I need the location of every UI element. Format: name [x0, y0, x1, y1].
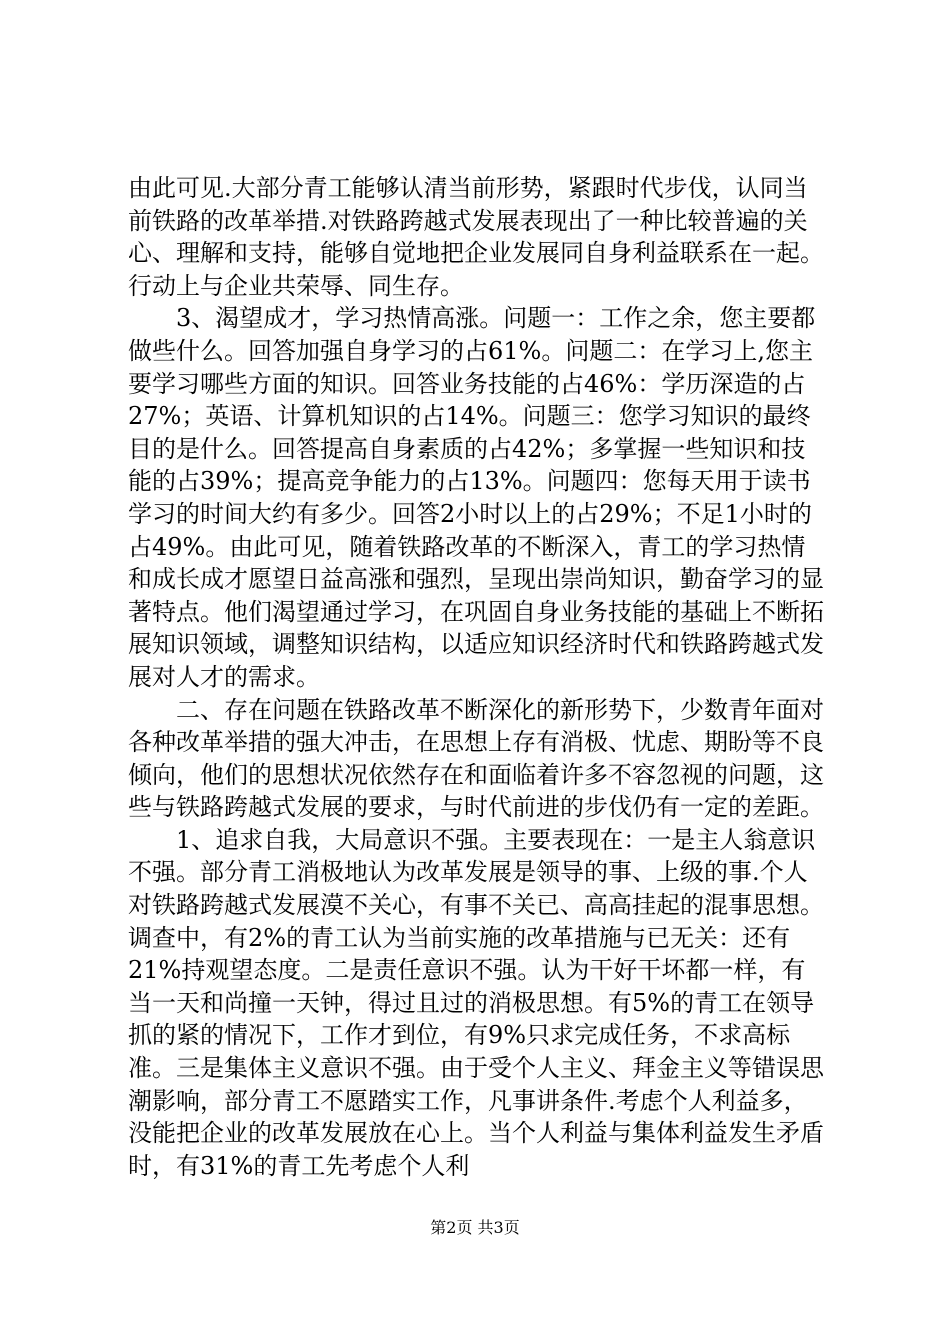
page-footer: 第2页 共3页 [430, 1218, 520, 1237]
body-text [128, 172, 828, 1182]
paragraph-3: 二、存在问题在铁路改革不断深化的新形势下，少数青年面对各种改革举措的强大冲击，在思想上存有消极、忧虑、期盼等不良倾向，他们的思想状况依然存在和面临着许多不容忽视的问题，这些与铁路跨越式发展的要求，与时代前进的步伐仍有一定的差距。 [128, 695, 824, 822]
paragraph-1: 由此可见.大部分青工能够认清当前形势，紧跟时代步伐，认同当前铁路的改革举措.对铁路跨越式发展表现出了一种比较普遍的关心、理解和支持，能够自觉地把企业发展同自身利益联系在一起。行动上与企业共荣辱、同生存。 [128, 174, 824, 300]
paragraph-4: 1、追求自我，大局意识不强。主要表现在：一是主人翁意识不强。部分青工消极地认为改革发展是领导的事、上级的事.个人对铁路跨越式发展漠不关心，有事不关已、高高挂起的混事思想。调查中，有2%的青工认为当前实施的改革措施与已无关：还有21%持观望态度。二是责任意识不强。认为干好干坏都一样，有当一天和尚撞一天钟，得过且过的消极思想。有5%的青工在领导抓的紧的情况下，工作才到位，有9%只求完成任务，不求高标准。三是集体主义意识不强。由于受个人主义、拜金主义等错误思潮影响，部分青工不愿踏实工作，凡事讲条件.考虑个人利益多，没能把企业的改革发展放在心上。当个人利益与集体利益发生矛盾时，有31%的青工先考虑个人利 [128, 825, 824, 1180]
paragraph-2: 3、渴望成才，学习热情高涨。问题一：工作之余，您主要都做些什么。回答加强自身学习的占61%。问题二：在学习上,您主要学习哪些方面的知识。回答业务技能的占46%：学历深造的占27%；英语、计算机知识的占14%。问题三：您学习知识的最终目的是什么。回答提高自身素质的占42%；多掌握一些知识和技能的占39%；提高竞争能力的占13%。问题四：您每天用于读书学习的时间大约有多少。回答2小时以上的占29%；不足1小时的占49%。由此可见，随着铁路改革的不断深入，青工的学习热情和成长成才愿望日益高涨和强烈，呈现出崇尚知识，勤奋学习的显著特点。他们渴望通过学习，在巩固自身业务技能的基础上不断拓展知识领域，调整知识结构，以适应知识经济时代和铁路跨越式发展对人才的需求。 [128, 304, 824, 691]
